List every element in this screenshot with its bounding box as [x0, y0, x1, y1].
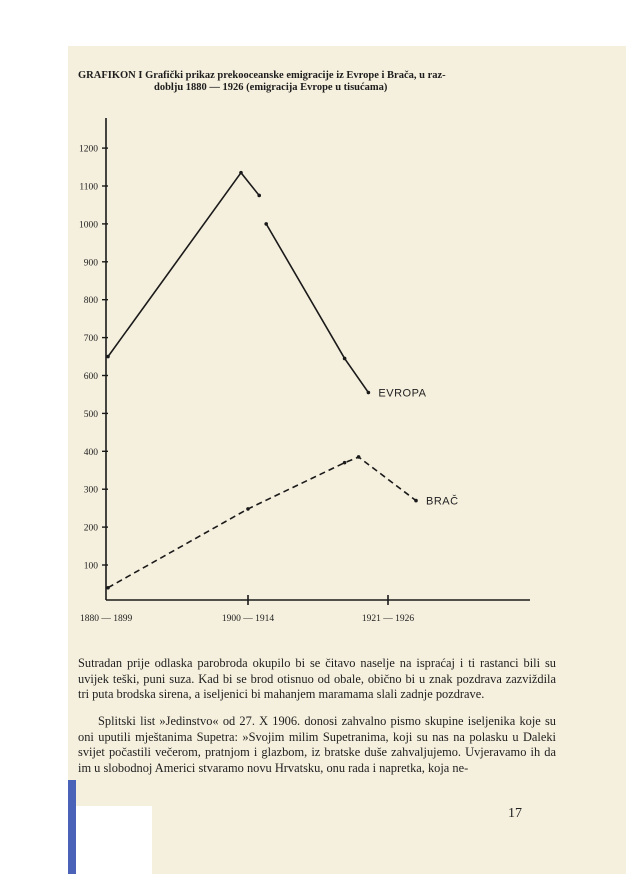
y-tick-label: 300 — [83, 485, 98, 496]
series-label-bra-: BRAČ — [426, 495, 459, 508]
series-line-evropa — [266, 224, 368, 393]
data-point-bra- — [106, 586, 110, 590]
y-tick-label: 200 — [83, 523, 98, 534]
y-tick-label: 500 — [83, 409, 98, 420]
y-ticks — [79, 145, 108, 572]
series-layer — [106, 171, 458, 590]
paragraph-1: Sutradan prije odlaska parobroda okupilo bi se čitavo naselje na ispraćaj i ti rastanci bili su uvijek teški, puni suza. Kad bi se brod otisnuo od obale, obično bi u znak pozdrava zazviždila tri puta brodska sirena, a iseljenici bi mahanjem maramama slali zadnje pozdrave. — [78, 656, 556, 702]
data-point-bra- — [246, 507, 250, 511]
y-tick-label: 1100 — [79, 182, 98, 193]
data-point-evropa — [257, 194, 261, 198]
data-point-bra- — [414, 499, 418, 503]
data-point-evropa — [239, 171, 243, 175]
y-tick-label: 1000 — [79, 220, 98, 231]
data-point-bra- — [343, 461, 347, 465]
data-point-evropa — [264, 222, 268, 226]
x-tick-label: 1880 — 1899 — [80, 614, 133, 624]
data-point-evropa — [367, 391, 371, 395]
y-tick-label: 900 — [83, 258, 98, 269]
data-point-evropa — [343, 357, 347, 361]
chart-title-line-1: GRAFIKON I Grafički prikaz prekooceanske emigracije iz Evrope i Brača, u raz- — [78, 70, 446, 81]
data-point-bra- — [357, 455, 361, 459]
x-tick-label: 1921 — 1926 — [361, 614, 415, 624]
y-tick-label: 700 — [83, 334, 98, 345]
y-tick-label: 400 — [83, 447, 98, 458]
page-number: 17 — [508, 806, 522, 821]
y-tick-label: 800 — [83, 296, 98, 307]
x-tick-label: 1900 — 1914 — [221, 614, 275, 624]
series-label-evropa: EVROPA — [378, 387, 427, 400]
y-tick-label: 100 — [83, 561, 98, 572]
series-line-evropa — [108, 173, 259, 357]
data-point-evropa — [106, 355, 110, 359]
series-line-bra- — [108, 457, 416, 588]
chart-title-line-2: doblju 1880 — 1926 (emigracija Evrope u tisućama) — [154, 82, 388, 93]
y-tick-label: 600 — [83, 372, 98, 382]
y-tick-label: 1200 — [79, 144, 98, 155]
paragraph-2: Splitski list »Jedinstvo« od 27. X 1906. donosi zahvalno pismo skupine iseljenika koje su oni uputili mještanima Supetra: »Svojim milim Supetranima, koji su nas na polasku u Daleki svijet počastili večerom, pratnjom i glazbom, iz bratske duše zahvaljujemo. Uvjeravamo ih da im u slobodnoj Americi stvaramo novu Hrvatsku, onu rada i napretka, koja ne- — [78, 714, 556, 775]
